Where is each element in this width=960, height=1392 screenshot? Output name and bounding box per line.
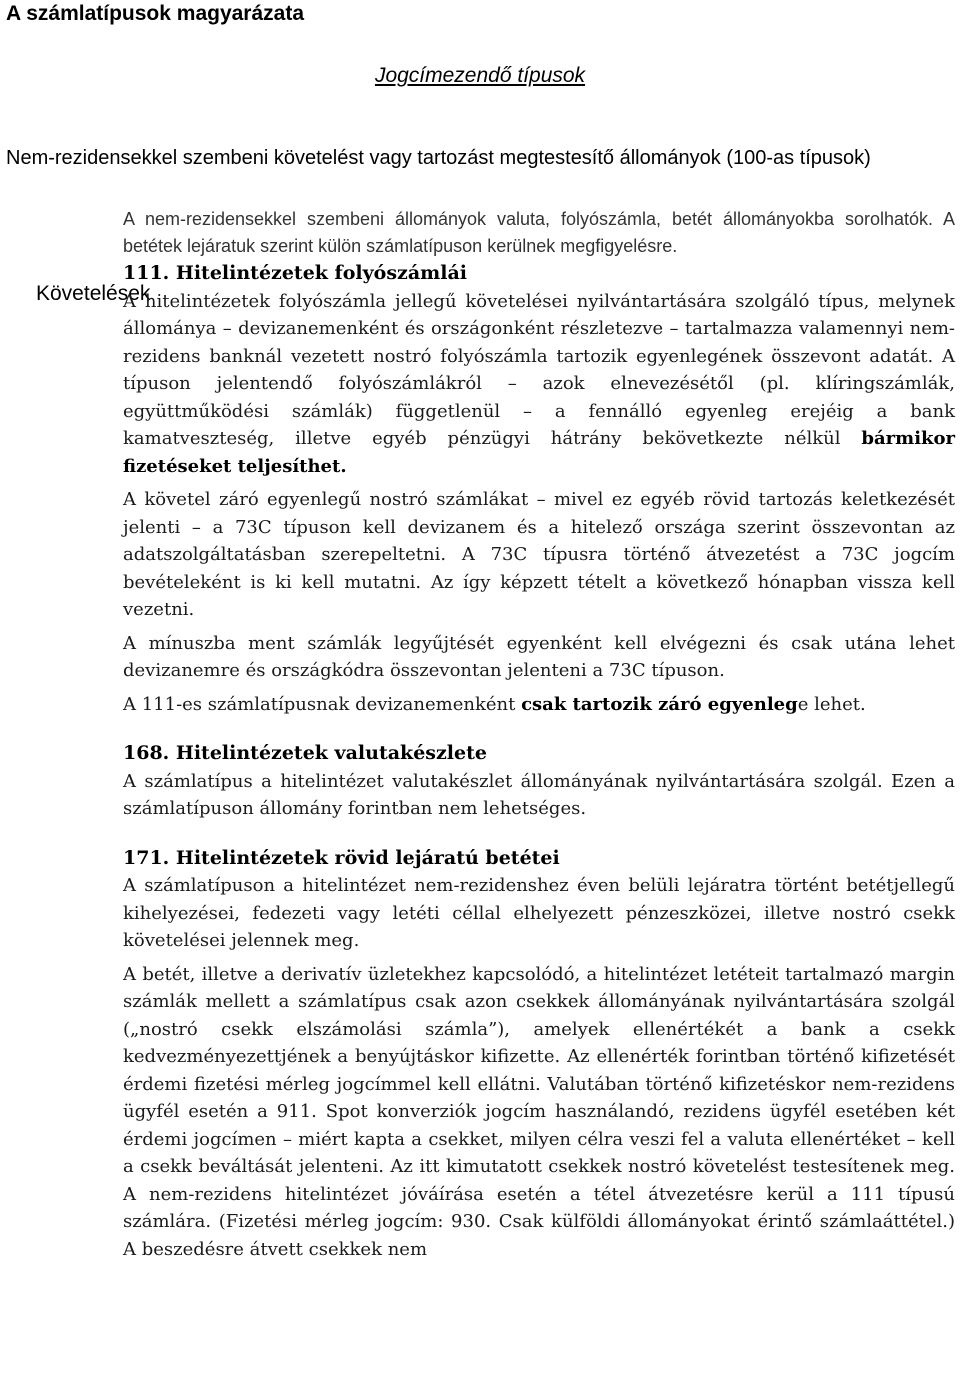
paragraph-111-2: A követel záró egyenlegű nostró számlákat – mivel ez egyéb rövid tartozás keletkezését jelenti – a 73C típuson kell devizanem és a hitelező országa szerint összevontan az adatszolgáltatásban szerepeltetni. A 73C típusra történő átvezetést a 73C jogcím bevételeként is ki kell mutatni. Az így képzett tételt a következő hónapban vissza kell vezetni. <box>123 489 955 620</box>
paragraph-168-1: A számlatípus a hitelintézet valutakészlet állományának nyilvántartására szolgál. Ezen a számlatípuson állomány forintban nem lehetséges. <box>123 770 955 819</box>
paragraph-111-4-bold: csak tartozik záró egyenleg <box>521 693 798 715</box>
page-title: A számlatípusok magyarázata <box>6 2 305 25</box>
intro-paragraph: A nem-rezidensekkel szembeni állományok valuta, folyószámla, betét állományokba sorolhatók. A betétek lejáratuk szerint külön számlatípuson kerülnek megfigyelésre. <box>123 209 955 256</box>
paragraph-111-4 <box>123 691 955 719</box>
document-body <box>123 206 955 1263</box>
paragraph-171-2: A betét, illetve a derivatív üzletekhez kapcsolódó, a hitelintézet letéteit tartalmazó margin számlák mellett a számlatípus csak azon csekkek állományának nyilvántartására szolgál („nostró csekk elszámolási számla”), amelyek ellenértékét a bank a csekk kedvezményezettjének a benyújtáskor kifizette. Az ellenérték forintban történő kifizetését érdemi fizetési mérleg jogcímmel kell ellátni. Valutában történő kifizetéskor nem-rezidens ügyfél esetén a 911. Spot konverziók jogcím használandó, rezidens ügyfél esetében két érdemi jogcímen – miért kapta a csekket, milyen célra veszi fel a valuta ellenértéket – kell a csekk beváltását jelenteni. Az itt kimutatott csekkek nostró követelést testesítenek meg. A nem-rezidens hitelintézet jóváírása esetén a tétel átvezetésre kerül a 111 típusú számlára. (Fizetési mérleg jogcím: 930. Csak külföldi állományokat érintő számlaáttétel.) A beszedésre átvett csekkek nem <box>123 963 955 1260</box>
heading-171: 171. Hitelintézetek rövid lejáratú betétei <box>123 846 560 869</box>
side-label-kovetelesek: Követelések <box>36 282 151 305</box>
heading-168: 168. Hitelintézetek valutakészlete <box>123 742 487 764</box>
paragraph-171-1: A számlatípuson a hitelintézet nem-rezidenshez éven belüli lejáratra történt betétjellegű kihelyezései, fedezeti vagy letéti céllal elhelyezett pénzeszközei, illetve nostró csekk követelései jelennek meg. <box>123 875 955 951</box>
paragraph-111-3: A mínuszba ment számlák legyűjtését egyenként kell elvégezni és csak utána lehet devizanemre és országkódra összevontan jelenteni a 73C típuson. <box>123 632 955 681</box>
subtitle: Jogcímezendő típusok <box>374 64 586 87</box>
paragraph-111-1 <box>123 288 955 481</box>
paragraph-111-1-bold: bármikor fizetéseket teljesíthet. <box>123 428 955 477</box>
heading-111: 111. Hitelintézetek folyószámlái <box>123 262 467 284</box>
paragraph-111-4-start: A 111-es számlatípusnak devizanemenként <box>123 693 522 715</box>
section-heading: Nem-rezidensekkel szembeni követelést vagy tartozást megtestesítő állományok (100-as típusok) <box>6 147 871 169</box>
paragraph-111-4-end: e lehet. <box>797 693 866 715</box>
paragraph-111-1-text: A hitelintézetek folyószámla jellegű követelései nyilvántartására szolgáló típus, melynek állománya – devizanemenként és országonként részletezve – tartalmazza valamennyi nem-rezidens banknál vezetett nostró folyószámla tartozik egyenlegének összevont adatát. A típuson jelentendő folyószámlákról – azok elnevezésétől (pl. klíringszámlák, együttműködési számlák) függetlenül – a fennálló egyenleg erejéig a bank kamatveszteség, illetve egyéb pénzügyi hátrány bekövetkezte nélkül <box>123 290 955 449</box>
